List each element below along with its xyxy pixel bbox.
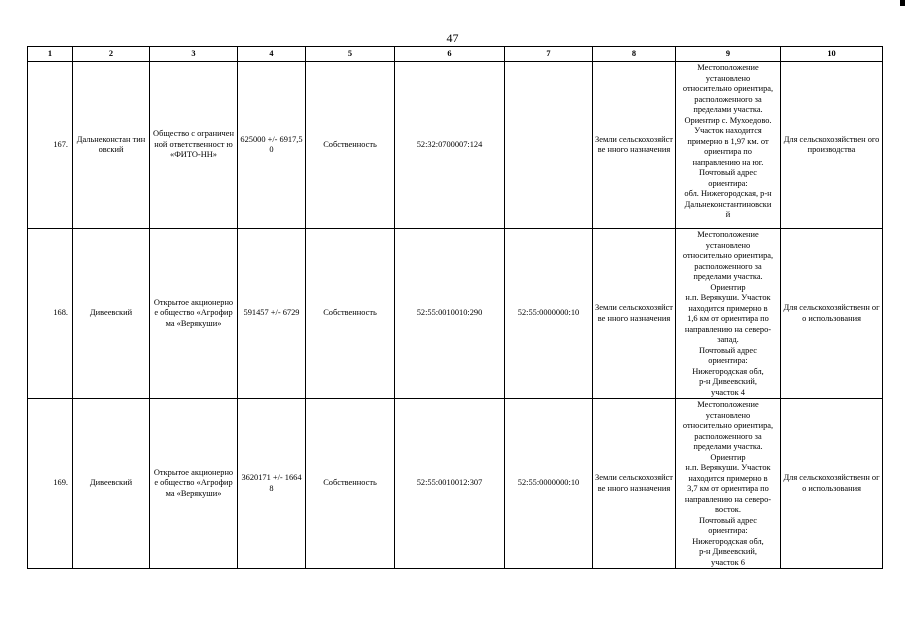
land-register-table [27,46,883,569]
location-line: установлено [705,410,751,420]
permitted-use-cell: Для сельскохозяйствен ого производства [781,62,883,229]
location-line: направлению на северо- [684,494,772,504]
location-line: пределами участка. [693,105,763,114]
location-line: расположенного за [694,261,762,271]
row-number: 168. [28,229,73,399]
cadastral-number-cell: 52:32:0700007:124 [395,62,505,229]
location-line: восток. [715,505,741,514]
location-line: относительно ориентира, [682,421,774,430]
parent-cadastral-cell: 52:55:0000000:10 [505,399,593,569]
row-number: 167. [28,62,73,229]
parent-cadastral-cell: 52:55:0000000:10 [505,229,593,399]
permitted-use-cell: Для сельскохозяйственн ого использования [781,399,883,569]
location-line: н.п. Верякуши. Участок [685,293,771,302]
area-cell: 3620171 +/- 16648 [238,399,306,569]
location-line: расположенного за [694,94,762,104]
land-category-cell: Земли сельскохозяйстве нного назначения [593,229,676,399]
location-line: Ориентир [710,282,746,292]
location-line: расположенного за [694,431,762,441]
location-line: ориентира: [708,356,748,365]
location-line: Почтовый адрес [699,515,757,525]
owner-cell: Открытое акционерное общество «Агрофирма «Верякуши» [150,229,238,399]
district-cell: Дивеевский [73,399,150,569]
column-header: 5 [306,47,395,62]
row-number: 169. [28,399,73,569]
location-line: р-н Дивеевский, [699,377,757,386]
permitted-use-cell: Для сельскохозяйственн ого использования [781,229,883,399]
location-line: ориентира: [708,178,748,188]
location-line: установлено [705,240,751,250]
column-header: 4 [238,47,306,62]
location-cell [676,229,781,399]
location-line: Местоположение [697,400,759,409]
location-line: обл. Нижегородская, р-н [684,189,772,198]
location-line: примерно в 1,97 км. от [687,136,769,146]
table-row [28,399,883,569]
location-line: находится примерно в [688,473,768,483]
location-line: Ориентир [710,452,746,462]
location-line: 1,6 км от ориентира по [687,314,769,323]
column-header: 10 [781,47,883,62]
district-cell: Дальнеконстан тиновский [73,62,150,229]
location-cell [676,399,781,569]
location-line: направлению на юг. [692,157,764,167]
column-header: 2 [73,47,150,62]
location-line: Участок находится [694,126,762,135]
area-cell: 591457 +/- 6729 [238,229,306,399]
column-header: 7 [505,47,593,62]
column-header: 9 [676,47,781,62]
location-line: установлено [705,73,751,83]
location-line: участок 4 [711,387,745,397]
area-cell: 625000 +/- 6917,50 [238,62,306,229]
parent-cadastral-cell [505,62,593,229]
location-line: участок 6 [711,557,745,567]
location-line: Почтовый адрес [699,168,757,177]
cadastral-number-cell: 52:55:0010010:290 [395,229,505,399]
location-line: находится примерно в [688,303,768,313]
column-header: 8 [593,47,676,62]
location-line: пределами участка. [693,442,763,451]
location-line: ориентира по [704,147,752,156]
cadastral-number-cell: 52:55:0010012:307 [395,399,505,569]
header-row [28,47,883,62]
owner-cell: Общество с ограниченной ответственност ю «ФИТО-НН» [150,62,238,229]
location-line: Местоположение [697,230,759,239]
column-header: 3 [150,47,238,62]
corner-scan-mark [900,0,905,6]
location-line: й [725,210,731,219]
location-line: запад. [717,335,739,344]
owner-cell: Открытое акционерное общество «Агрофирма «Верякуши» [150,399,238,569]
location-line: ориентира: [708,526,748,535]
location-line: Ориентир с. Мухоедово. [684,115,772,125]
right-type-cell: Собственность [306,229,395,399]
district-cell: Дивеевский [73,229,150,399]
land-category-cell: Земли сельскохозяйстве нного назначения [593,399,676,569]
column-header: 1 [28,47,73,62]
location-line: Нижегородская обл, [692,366,764,376]
column-header: 6 [395,47,505,62]
right-type-cell: Собственность [306,399,395,569]
location-line: Дальнеконстантиновски [684,199,772,209]
location-line: пределами участка. [693,272,763,281]
page-number: 47 [446,31,459,45]
location-line: р-н Дивеевский, [699,547,757,556]
location-line: Нижегородская обл, [692,536,764,546]
location-line: относительно ориентира, [682,251,774,260]
location-line: н.п. Верякуши. Участок [685,463,771,472]
location-line: Местоположение [697,63,759,72]
right-type-cell: Собственность [306,62,395,229]
location-line: направлению на северо- [684,324,772,334]
location-line: относительно ориентира, [682,84,774,93]
table-row [28,229,883,399]
land-category-cell: Земли сельскохозяйстве нного назначения [593,62,676,229]
location-cell [676,62,781,229]
location-line: Почтовый адрес [699,345,757,355]
location-line: 3,7 км от ориентира по [687,484,769,493]
table-row [28,62,883,229]
